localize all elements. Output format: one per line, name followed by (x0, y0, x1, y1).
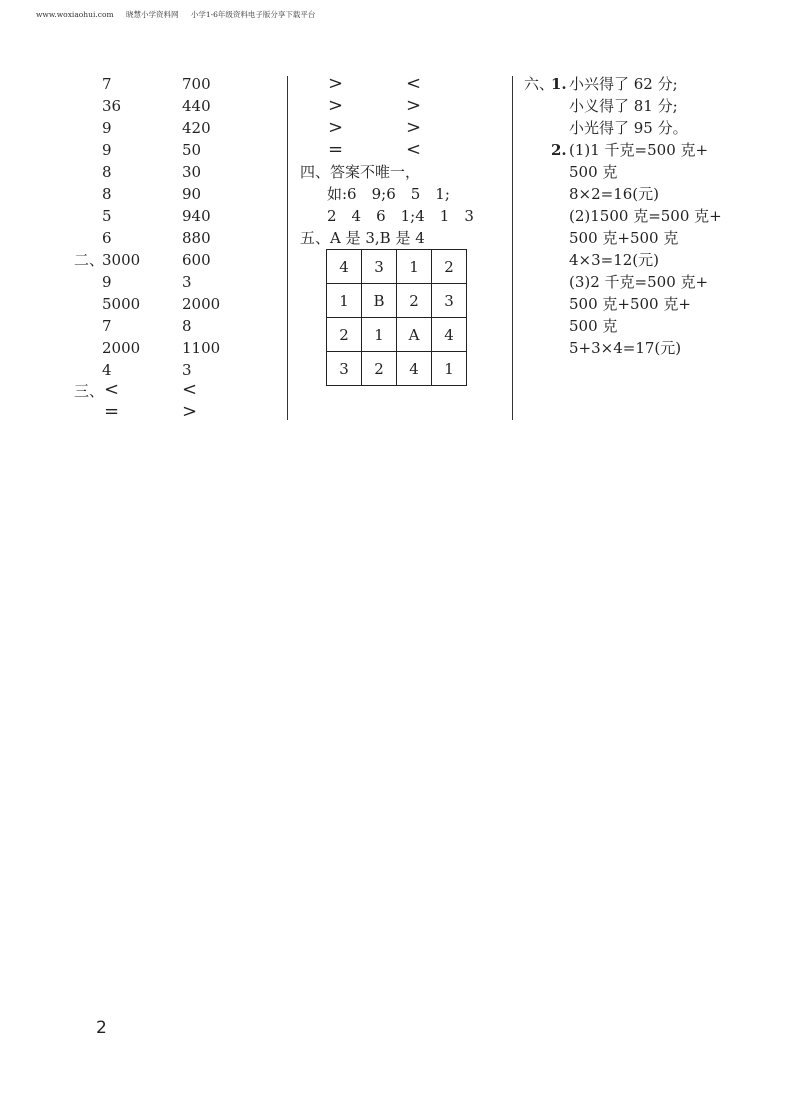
q2-number: 2. (551, 141, 567, 159)
grid-cell: 1 (327, 284, 362, 318)
c1-r5-a: 8 (102, 163, 112, 181)
q2-line-3: 8×2=16(元) (569, 185, 660, 203)
c1-s3-r2-a: = (104, 401, 120, 422)
c2-cmp-r4-b: < (406, 139, 422, 160)
c1-r5-b: 30 (182, 163, 202, 181)
c1-r8-a: 6 (102, 229, 112, 247)
c2-cmp-r1-b: < (406, 73, 422, 94)
grid-row (327, 284, 467, 318)
grid-cell: 4 (432, 318, 467, 352)
c1-r2-a: 36 (102, 97, 122, 115)
c1-r7-b: 940 (182, 207, 211, 225)
c1-s2-r5-b: 1100 (182, 339, 221, 357)
c1-r8-b: 880 (182, 229, 211, 247)
grid-cell: A (397, 318, 432, 352)
q2-line-9: 500 克 (569, 317, 618, 335)
c1-s2-r1-b: 600 (182, 251, 211, 269)
c1-r3-a: 9 (102, 119, 112, 137)
column-divider-1 (287, 76, 288, 420)
c1-s2-r2-b: 3 (182, 273, 192, 291)
q2-line-6: 4×3=12(元) (569, 251, 660, 269)
c1-r6-b: 90 (182, 185, 202, 203)
header-site: www.woxiaohui.com (36, 10, 114, 19)
section-4-title: 四、答案不唯一， (300, 163, 421, 181)
q2-line-2: 500 克 (569, 163, 618, 181)
c2-cmp-r2-a: > (328, 95, 344, 116)
c1-r4-a: 9 (102, 141, 112, 159)
c1-s2-r1-a: 3000 (102, 251, 141, 269)
c2-cmp-r3-a: > (328, 117, 344, 138)
section-2-label: 二、 (74, 251, 105, 269)
column-divider-2 (512, 76, 513, 420)
sudoku-grid (326, 249, 467, 386)
section-5-title: 五、A 是 3,B 是 4 (300, 229, 425, 247)
grid-cell: 3 (362, 250, 397, 284)
c2-cmp-r4-a: = (328, 139, 344, 160)
c1-r7-a: 5 (102, 207, 112, 225)
q2-line-10: 5+3×4=17(元) (569, 339, 682, 357)
section-6-label: 六、 (524, 75, 555, 93)
grid-cell: 2 (362, 352, 397, 386)
c1-s3-r1-a: < (104, 379, 120, 400)
c1-r1-a: 7 (102, 75, 112, 93)
q1-line-3: 小光得了 95 分。 (569, 119, 688, 137)
c1-r6-a: 8 (102, 185, 112, 203)
c2-cmp-r3-b: > (406, 117, 422, 138)
c1-s3-r1-b: < (182, 379, 198, 400)
grid-row (327, 318, 467, 352)
grid-cell: 1 (397, 250, 432, 284)
q1-number: 1. (551, 75, 567, 93)
q1-line-1: 小兴得了 62 分; (569, 75, 678, 93)
c1-s2-r4-b: 8 (182, 317, 192, 335)
section-3-label: 三、 (74, 382, 105, 400)
c1-s2-r2-a: 9 (102, 273, 112, 291)
q2-line-7: (3)2 千克=500 克+ (569, 273, 709, 291)
page-header (36, 9, 325, 20)
grid-cell: 3 (327, 352, 362, 386)
q2-line-8: 500 克+500 克+ (569, 295, 691, 313)
c1-r1-b: 700 (182, 75, 211, 93)
grid-cell: 1 (362, 318, 397, 352)
section-4-line-2: 2 4 6 1;4 1 3 (327, 207, 474, 225)
grid-cell: 1 (432, 352, 467, 386)
page-number: 2 (96, 1018, 107, 1038)
c2-cmp-r2-b: > (406, 95, 422, 116)
grid-cell: B (362, 284, 397, 318)
c2-cmp-r1-a: > (328, 73, 344, 94)
header-brand: 晓慧小学资料网 (125, 10, 179, 19)
c1-s2-r4-a: 7 (102, 317, 112, 335)
c1-r2-b: 440 (182, 97, 211, 115)
grid-cell: 4 (327, 250, 362, 284)
grid-cell: 2 (397, 284, 432, 318)
q2-line-1: (1)1 千克=500 克+ (569, 141, 709, 159)
grid-cell: 4 (397, 352, 432, 386)
header-slogan: 小学1-6年级资料电子版分享下载平台 (190, 10, 316, 19)
c1-r3-b: 420 (182, 119, 211, 137)
c1-s2-r6-a: 4 (102, 361, 112, 379)
c1-s3-r2-b: > (182, 401, 198, 422)
grid-cell: 2 (432, 250, 467, 284)
section-4-line-1: 如:6 9;6 5 1; (327, 185, 450, 203)
q1-line-2: 小义得了 81 分; (569, 97, 678, 115)
c1-s2-r6-b: 3 (182, 361, 192, 379)
q2-line-5: 500 克+500 克 (569, 229, 679, 247)
grid-cell: 2 (327, 318, 362, 352)
c1-s2-r3-b: 2000 (182, 295, 221, 313)
c1-s2-r3-a: 5000 (102, 295, 141, 313)
c1-r4-b: 50 (182, 141, 202, 159)
grid-row (327, 352, 467, 386)
c1-s2-r5-a: 2000 (102, 339, 141, 357)
grid-row (327, 250, 467, 284)
q2-line-4: (2)1500 克=500 克+ (569, 207, 722, 225)
grid-cell: 3 (432, 284, 467, 318)
